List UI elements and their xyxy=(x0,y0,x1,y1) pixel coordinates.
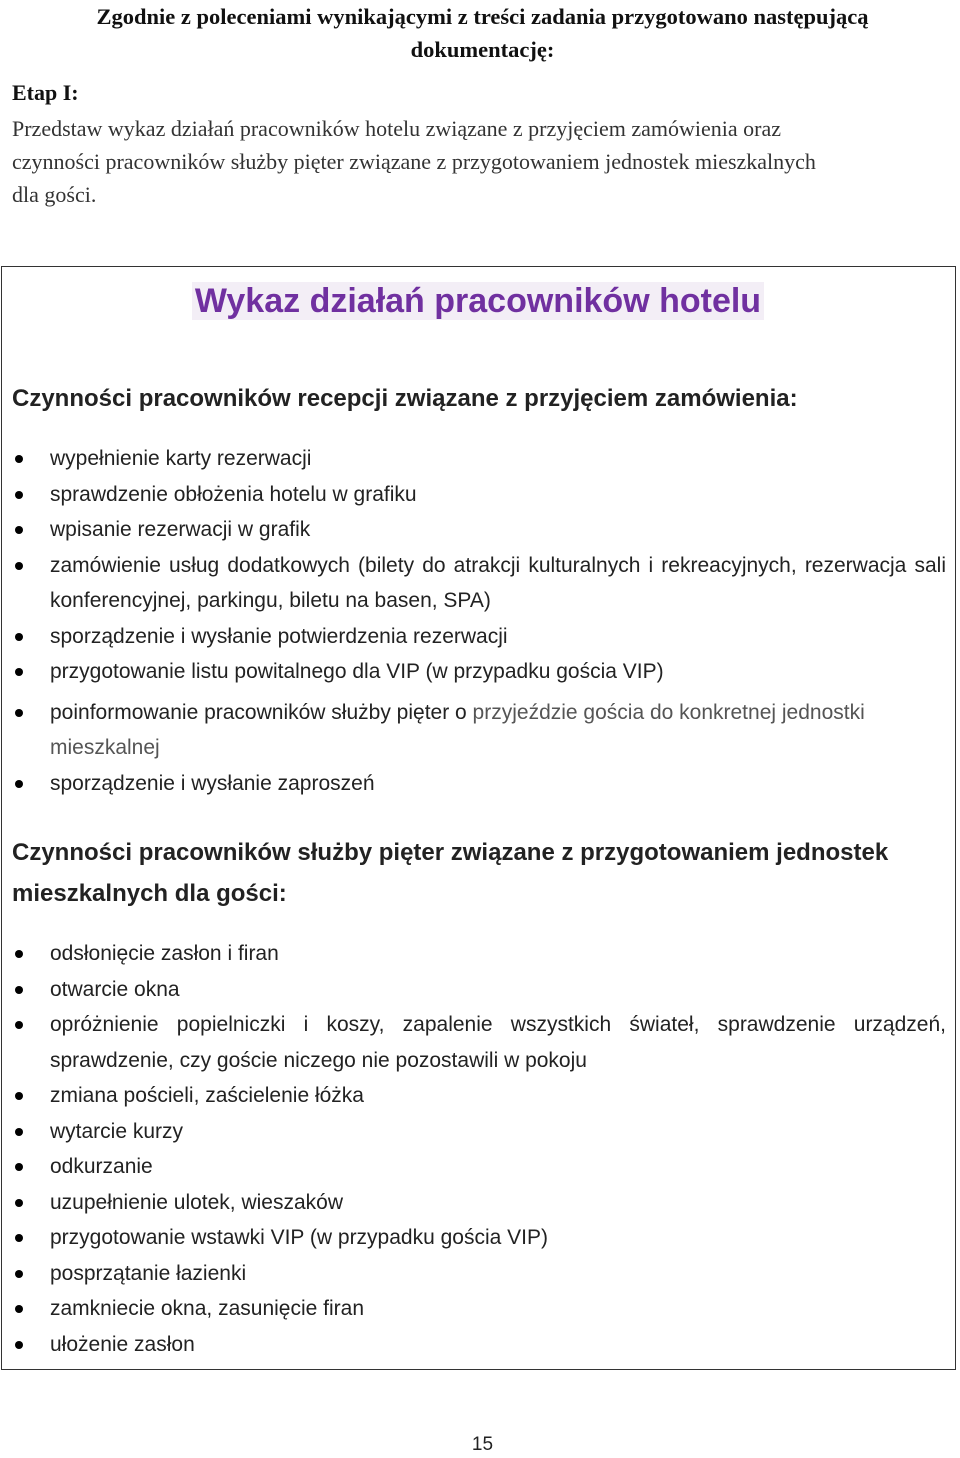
page-number: 15 xyxy=(471,1434,494,1455)
reception-activities-list xyxy=(0,441,960,801)
intro-heading xyxy=(0,0,960,66)
list-item: wpisanie rezerwacji w grafik xyxy=(0,512,960,548)
intro-heading-line2: dokumentację: xyxy=(410,37,555,62)
task-description xyxy=(12,112,942,211)
section-housekeeping-heading-line1: Czynności pracowników służby pięter związane z przygotowaniem jednostek xyxy=(12,839,889,866)
list-item: posprzątanie łazienki xyxy=(0,1256,960,1292)
etap-label: Etap I: xyxy=(12,80,79,105)
list-item: przygotowanie listu powitalnego dla VIP (w przypadku gościa VIP) xyxy=(0,654,960,690)
list-item-text-continued: przyjeździe gościa do konkretnej jednostki mieszkalnej xyxy=(50,700,865,759)
section-housekeeping-heading-line2: mieszkalnych dla gości: xyxy=(12,880,287,907)
list-item: opróżnienie popielniczki i koszy, zapalenie wszystkich świateł, sprawdzenie urządzeń, sprawdzenie, czy goście niczego nie pozostawili w pokoju xyxy=(0,1007,960,1078)
list-item: sporządzenie i wysłanie potwierdzenia rezerwacji xyxy=(0,619,960,655)
box-title xyxy=(0,282,956,321)
list-item: przygotowanie wstawki VIP (w przypadku gościa VIP) xyxy=(0,1220,960,1256)
section-housekeeping-heading xyxy=(12,832,947,914)
task-line-3: dla gości. xyxy=(12,182,97,207)
intro-heading-line1: Zgodnie z poleceniami wynikającymi z treści zadania przygotowano następującą xyxy=(96,4,869,29)
list-item xyxy=(0,695,960,766)
list-item: uzupełnienie ulotek, wieszaków xyxy=(0,1185,960,1221)
list-item: odsłonięcie zasłon i firan xyxy=(0,936,960,972)
list-item: zamkniecie okna, zasunięcie firan xyxy=(0,1291,960,1327)
list-item: zamówienie usług dodatkowych (bilety do atrakcji kulturalnych i rekreacyjnych, rezerwacja sali konferencyjnej, parkingu, biletu na basen, SPA) xyxy=(0,548,960,619)
list-item: wypełnienie karty rezerwacji xyxy=(0,441,960,477)
list-item: wytarcie kurzy xyxy=(0,1114,960,1150)
list-item-text: poinformowanie pracowników służby pięter o xyxy=(50,700,473,724)
section-reception-heading: Czynności pracowników recepcji związane z przyjęciem zamówienia: xyxy=(12,385,798,412)
list-item: otwarcie okna xyxy=(0,972,960,1008)
box-title-text: Wykaz działań pracowników hotelu xyxy=(192,282,764,320)
list-item: ułożenie zasłon xyxy=(0,1327,960,1363)
list-item: sprawdzenie obłożenia hotelu w grafiku xyxy=(0,477,960,513)
list-item: odkurzanie xyxy=(0,1149,960,1185)
list-item: sporządzenie i wysłanie zaproszeń xyxy=(0,766,960,802)
housekeeping-activities-list xyxy=(0,936,960,1362)
task-line-1: Przedstaw wykaz działań pracowników hotelu związane z przyjęciem zamówienia oraz xyxy=(12,116,782,141)
task-line-2: czynności pracowników służby pięter związane z przygotowaniem jednostek mieszkalnych xyxy=(12,149,816,174)
list-item: zmiana pościeli, zaścielenie łóżka xyxy=(0,1078,960,1114)
